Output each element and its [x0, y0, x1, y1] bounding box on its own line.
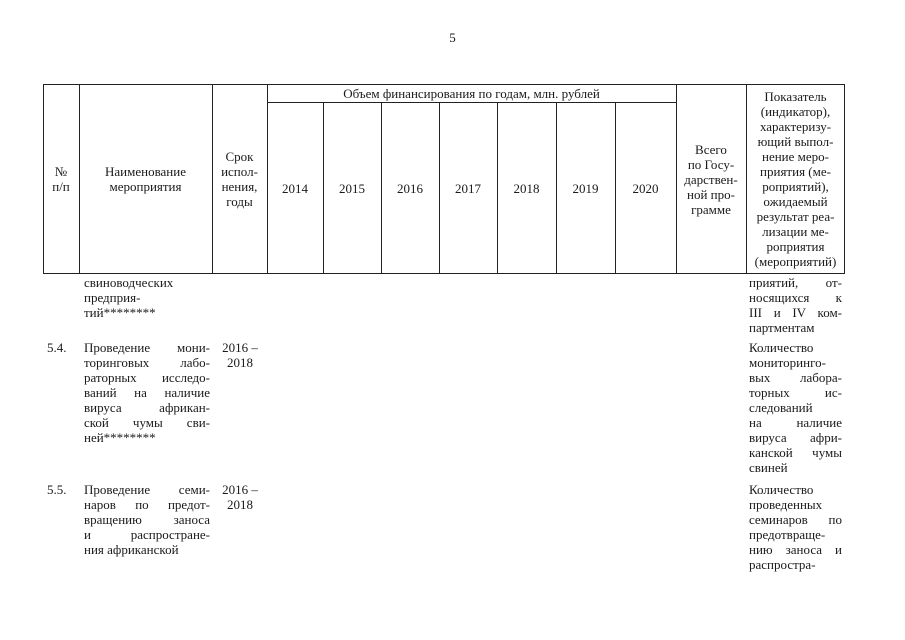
row-name: свиноводческих предприя- тий******** — [84, 275, 174, 320]
row-term: 2016 – 2018 — [222, 340, 258, 370]
page-number: 5 — [449, 30, 456, 45]
header-name-col: Наименование мероприятия — [105, 164, 186, 194]
row-indicator: Количество мониторинго- вых лабора- торных ис- следований на наличие вируса афри- канской чумы свиней — [749, 340, 842, 475]
row-number: 5.4. — [47, 340, 67, 355]
header-term-col: Срок испол- нения, годы — [221, 149, 258, 209]
header-total-col: Всего по Госу- дарствен- ной про- грамме — [684, 141, 738, 217]
row-number: 5.5. — [47, 482, 67, 497]
header-year: 2018 — [513, 180, 540, 196]
header-year: 2016 — [397, 180, 423, 196]
row-name: Проведение семи- наров по предот- вращению заноса и распростране- ния африканской — [84, 482, 210, 557]
header-year: 2017 — [455, 180, 481, 196]
row-indicator: приятий, от- носящихся к III и IV ком- партментам — [749, 275, 842, 335]
header-year: 2014 — [282, 180, 308, 196]
header-year: 2019 — [572, 180, 599, 196]
header-year: 2020 — [632, 180, 659, 196]
header-num-col: № п/п — [52, 164, 70, 194]
header-indicator-col: Показатель (индикатор), характеризу- ющий выпол- нение меро- приятия (ме- роприятий), ожидаемый результат реа- лизации ме- роприятия (мероприятий) — [754, 89, 837, 269]
row-term: 2016 – 2018 — [222, 482, 258, 512]
row-indicator: Количество проведенных семинаров по предотвраще- нию заноса и распростра- — [749, 482, 842, 572]
header-funding-title: Объем финансирования по годам, млн. рублей — [343, 86, 600, 101]
header-year: 2015 — [339, 180, 365, 196]
row-name: Проведение мони- торинговых лабо- раторных исследо- ваний на наличие вируса африкан- ской чумы сви- ней******** — [84, 340, 210, 445]
